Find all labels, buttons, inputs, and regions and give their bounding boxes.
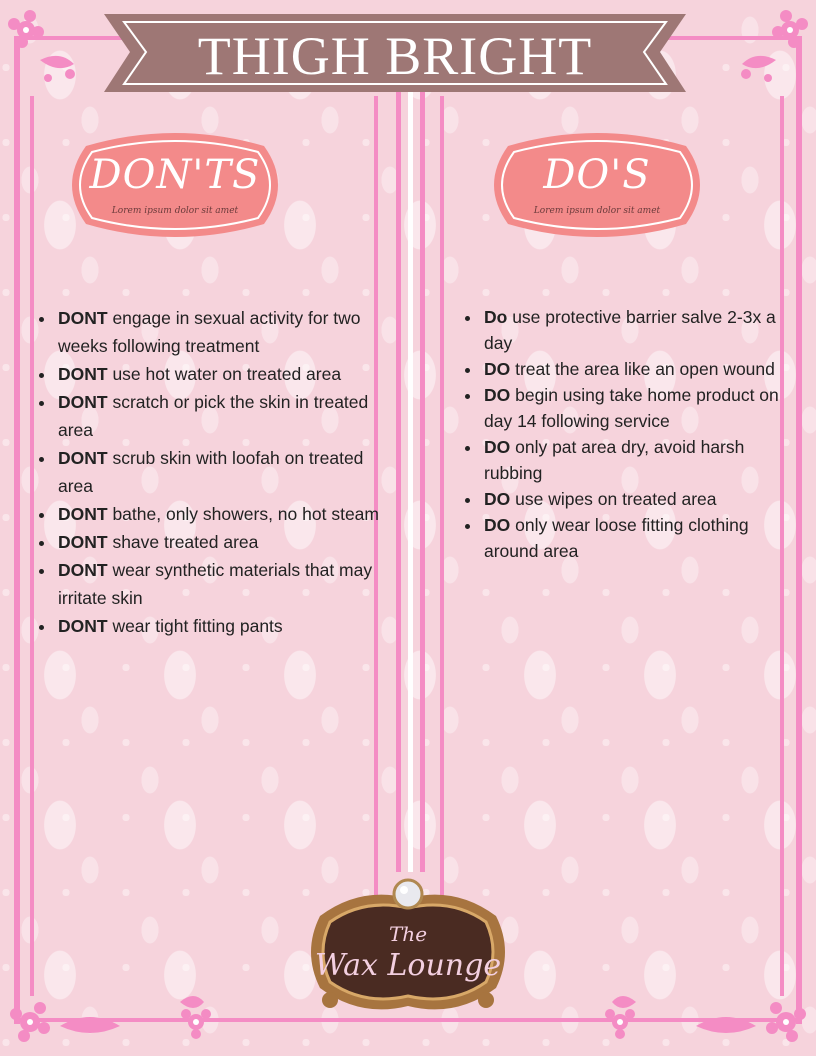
right-column-border-inner [440, 96, 444, 976]
logo-the: The [388, 922, 428, 946]
item-keyword: DONT [58, 364, 108, 384]
item-text: use wipes on treated area [510, 489, 717, 509]
dos-list [458, 304, 782, 564]
list-item [56, 612, 384, 640]
donts-subtitle: Lorem ipsum dolor sit amet [111, 206, 239, 216]
item-text: scratch or pick the skin in treated area [58, 392, 369, 440]
list-item [482, 512, 782, 564]
item-keyword: DONT [58, 448, 108, 468]
corner-flourish-bottom-right [566, 956, 816, 1056]
list-item [56, 528, 384, 556]
item-keyword: DONT [58, 616, 108, 636]
item-keyword: DO [484, 489, 511, 509]
item-keyword: DO [484, 385, 511, 405]
item-text: engage in sexual activity for two weeks following treatment [58, 308, 361, 356]
corner-flourish-bottom-left [0, 956, 250, 1056]
list-item [56, 304, 384, 360]
list-item [482, 382, 782, 434]
item-keyword: DONT [58, 308, 108, 328]
item-text: scrub skin with loofah on treated area [58, 448, 364, 496]
list-item [56, 444, 384, 500]
item-keyword: DO [484, 437, 511, 457]
item-keyword: DO [484, 515, 511, 535]
center-divider-right [420, 92, 425, 872]
list-item [482, 434, 782, 486]
item-text: use protective barrier salve 2-3x a day [484, 307, 776, 353]
item-keyword: DONT [58, 560, 108, 580]
corner-flourish-top-left [0, 0, 90, 110]
dos-heading: DO'S [543, 152, 651, 198]
item-text: bathe, only showers, no hot steam [107, 504, 379, 524]
donts-list [32, 304, 384, 640]
list-item [56, 500, 384, 528]
wax-lounge-logo [300, 876, 516, 1026]
item-text: treat the area like an open wound [510, 359, 775, 379]
logo-name: Wax Lounge [314, 948, 502, 983]
item-text: wear tight fitting pants [107, 616, 283, 636]
center-divider-white [408, 92, 413, 872]
corner-flourish-top-right [726, 0, 816, 110]
item-keyword: Do [484, 307, 508, 327]
border-right-outer [796, 40, 802, 1024]
dos-subtitle: Lorem ipsum dolor sit amet [533, 206, 661, 216]
title-banner [104, 8, 686, 96]
list-item [482, 486, 782, 512]
donts-badge [62, 126, 288, 244]
border-left-outer [14, 40, 20, 1024]
item-text: begin using take home product on day 14 following service [484, 385, 779, 431]
list-item [56, 556, 384, 612]
item-text: only wear loose fitting clothing around area [484, 515, 749, 561]
donts-heading: DON'TS [89, 152, 261, 198]
list-item [482, 356, 782, 382]
list-item [56, 388, 384, 444]
item-keyword: DO [484, 359, 511, 379]
list-item [482, 304, 782, 356]
item-keyword: DONT [58, 532, 108, 552]
item-text: only pat area dry, avoid harsh rubbing [484, 437, 745, 483]
page-title: THIGH BRIGHT [197, 26, 593, 86]
dos-badge [484, 126, 710, 244]
item-keyword: DONT [58, 504, 108, 524]
item-text: wear synthetic materials that may irritate skin [58, 560, 373, 608]
center-divider-left [396, 92, 401, 872]
list-item [56, 360, 384, 388]
item-keyword: DONT [58, 392, 108, 412]
item-text: use hot water on treated area [107, 364, 342, 384]
item-text: shave treated area [107, 532, 259, 552]
